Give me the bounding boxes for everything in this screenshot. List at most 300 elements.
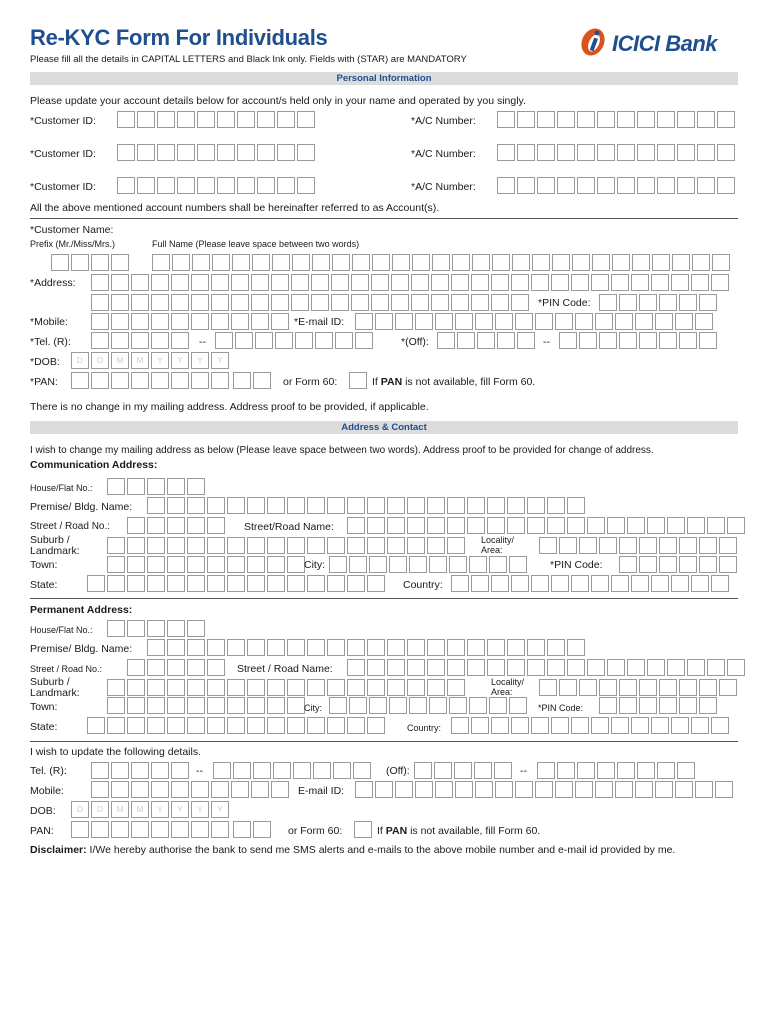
- char-box[interactable]: [192, 254, 210, 271]
- char-box[interactable]: [659, 679, 677, 696]
- char-box[interactable]: [555, 313, 573, 330]
- char-box[interactable]: [287, 497, 305, 514]
- char-box[interactable]: [617, 111, 635, 128]
- char-box[interactable]: [599, 332, 617, 349]
- char-box[interactable]: [247, 639, 265, 656]
- comm-town-boxes[interactable]: [107, 556, 307, 573]
- char-box[interactable]: [187, 659, 205, 676]
- char-box[interactable]: [679, 697, 697, 714]
- char-box[interactable]: [537, 762, 555, 779]
- char-box[interactable]: [557, 111, 575, 128]
- char-box[interactable]: [187, 717, 205, 734]
- char-box[interactable]: [527, 517, 545, 534]
- char-box[interactable]: [87, 575, 105, 592]
- char-box[interactable]: [127, 556, 145, 573]
- char-box[interactable]: [467, 517, 485, 534]
- char-box[interactable]: [91, 821, 109, 838]
- char-box[interactable]: [579, 332, 597, 349]
- comm-house-boxes[interactable]: [107, 478, 207, 495]
- char-box[interactable]: [387, 659, 405, 676]
- char-box[interactable]: [447, 537, 465, 554]
- char-box[interactable]: [355, 313, 373, 330]
- char-box[interactable]: [267, 575, 285, 592]
- char-box[interactable]: [211, 313, 229, 330]
- update-tel-std-boxes[interactable]: [91, 762, 191, 779]
- char-box[interactable]: [637, 177, 655, 194]
- char-box[interactable]: [349, 372, 367, 389]
- char-box[interactable]: [387, 537, 405, 554]
- pin-code-boxes[interactable]: [599, 294, 719, 311]
- char-box[interactable]: [429, 556, 447, 573]
- char-box[interactable]: [267, 639, 285, 656]
- date-char-box[interactable]: D: [71, 352, 89, 369]
- char-box[interactable]: [647, 517, 665, 534]
- char-box[interactable]: [191, 821, 209, 838]
- char-box[interactable]: [131, 821, 149, 838]
- char-box[interactable]: [367, 517, 385, 534]
- char-box[interactable]: [667, 659, 685, 676]
- char-box[interactable]: [627, 517, 645, 534]
- char-box[interactable]: [577, 762, 595, 779]
- char-box[interactable]: [187, 575, 205, 592]
- char-box[interactable]: [527, 659, 545, 676]
- char-box[interactable]: [675, 313, 693, 330]
- comm-state-boxes[interactable]: [87, 575, 387, 592]
- char-box[interactable]: [277, 111, 295, 128]
- char-box[interactable]: [349, 697, 367, 714]
- char-box[interactable]: [167, 679, 185, 696]
- char-box[interactable]: [407, 537, 425, 554]
- date-char-box[interactable]: Y: [171, 801, 189, 818]
- char-box[interactable]: [369, 697, 387, 714]
- char-box[interactable]: [587, 517, 605, 534]
- char-box[interactable]: [147, 659, 165, 676]
- char-box[interactable]: [717, 144, 735, 161]
- char-box[interactable]: [127, 679, 145, 696]
- char-box[interactable]: [451, 575, 469, 592]
- char-box[interactable]: [511, 575, 529, 592]
- char-box[interactable]: [591, 274, 609, 291]
- char-box[interactable]: [207, 679, 225, 696]
- char-box[interactable]: [227, 556, 245, 573]
- form-60-checkbox[interactable]: [349, 372, 369, 389]
- char-box[interactable]: [227, 717, 245, 734]
- off-number-boxes[interactable]: [559, 332, 719, 349]
- char-box[interactable]: [272, 254, 290, 271]
- char-box[interactable]: [597, 111, 615, 128]
- char-box[interactable]: [469, 556, 487, 573]
- char-box[interactable]: [697, 144, 715, 161]
- char-box[interactable]: [471, 294, 489, 311]
- char-box[interactable]: [355, 332, 373, 349]
- char-box[interactable]: [451, 294, 469, 311]
- char-box[interactable]: [677, 762, 695, 779]
- char-box[interactable]: [619, 697, 637, 714]
- update-form-60-checkbox[interactable]: [354, 821, 374, 838]
- char-box[interactable]: [187, 697, 205, 714]
- char-box[interactable]: [217, 177, 235, 194]
- char-box[interactable]: [617, 177, 635, 194]
- char-box[interactable]: [171, 332, 189, 349]
- char-box[interactable]: [477, 332, 495, 349]
- char-box[interactable]: [131, 372, 149, 389]
- char-box[interactable]: [591, 717, 609, 734]
- ac-number-boxes-2[interactable]: [497, 144, 737, 161]
- char-box[interactable]: [639, 556, 657, 573]
- char-box[interactable]: [307, 497, 325, 514]
- char-box[interactable]: [679, 332, 697, 349]
- off-std-boxes[interactable]: [437, 332, 537, 349]
- char-box[interactable]: [475, 781, 493, 798]
- char-box[interactable]: [231, 294, 249, 311]
- char-box[interactable]: [292, 254, 310, 271]
- char-box[interactable]: [347, 517, 365, 534]
- char-box[interactable]: [471, 575, 489, 592]
- char-box[interactable]: [137, 144, 155, 161]
- char-box[interactable]: [532, 254, 550, 271]
- char-box[interactable]: [91, 781, 109, 798]
- char-box[interactable]: [177, 111, 195, 128]
- char-box[interactable]: [127, 620, 145, 637]
- char-box[interactable]: [167, 556, 185, 573]
- char-box[interactable]: [252, 254, 270, 271]
- char-box[interactable]: [679, 537, 697, 554]
- char-box[interactable]: [367, 575, 385, 592]
- char-box[interactable]: [197, 177, 215, 194]
- char-box[interactable]: [495, 781, 513, 798]
- email-boxes[interactable]: [355, 313, 715, 330]
- char-box[interactable]: [579, 537, 597, 554]
- ac-number-boxes-1[interactable]: [497, 111, 737, 128]
- char-box[interactable]: [659, 332, 677, 349]
- char-box[interactable]: [267, 537, 285, 554]
- date-char-box[interactable]: Y: [191, 352, 209, 369]
- char-box[interactable]: [371, 274, 389, 291]
- char-box[interactable]: [412, 254, 430, 271]
- char-box[interactable]: [91, 372, 109, 389]
- char-box[interactable]: [547, 659, 565, 676]
- char-box[interactable]: [452, 254, 470, 271]
- char-box[interactable]: [287, 556, 305, 573]
- char-box[interactable]: [389, 556, 407, 573]
- char-box[interactable]: [537, 111, 555, 128]
- char-box[interactable]: [267, 697, 285, 714]
- char-box[interactable]: [327, 497, 345, 514]
- char-box[interactable]: [451, 274, 469, 291]
- char-box[interactable]: [271, 274, 289, 291]
- char-box[interactable]: [637, 144, 655, 161]
- char-box[interactable]: [335, 332, 353, 349]
- char-box[interactable]: [472, 254, 490, 271]
- char-box[interactable]: [347, 659, 365, 676]
- char-box[interactable]: [699, 332, 717, 349]
- char-box[interactable]: [147, 697, 165, 714]
- char-box[interactable]: [577, 144, 595, 161]
- char-box[interactable]: [407, 659, 425, 676]
- char-box[interactable]: [455, 781, 473, 798]
- char-box[interactable]: [151, 762, 169, 779]
- char-box[interactable]: [237, 111, 255, 128]
- char-box[interactable]: [677, 111, 695, 128]
- char-box[interactable]: [347, 537, 365, 554]
- perm-locality-boxes[interactable]: [539, 679, 739, 696]
- char-box[interactable]: [111, 821, 129, 838]
- char-box[interactable]: [547, 639, 565, 656]
- char-box[interactable]: [599, 294, 617, 311]
- char-box[interactable]: [395, 781, 413, 798]
- char-box[interactable]: [71, 821, 89, 838]
- char-box[interactable]: [597, 144, 615, 161]
- full-name-boxes[interactable]: [152, 254, 732, 271]
- char-box[interactable]: [491, 294, 509, 311]
- char-box[interactable]: [355, 781, 373, 798]
- char-box[interactable]: [429, 697, 447, 714]
- char-box[interactable]: [557, 762, 575, 779]
- char-box[interactable]: [487, 517, 505, 534]
- perm-premise-boxes[interactable]: [147, 639, 587, 656]
- char-box[interactable]: [171, 294, 189, 311]
- char-box[interactable]: [387, 517, 405, 534]
- char-box[interactable]: [171, 313, 189, 330]
- char-box[interactable]: [711, 575, 729, 592]
- char-box[interactable]: [349, 556, 367, 573]
- char-box[interactable]: [255, 332, 273, 349]
- char-box[interactable]: [331, 294, 349, 311]
- perm-street-no-boxes[interactable]: [127, 659, 227, 676]
- char-box[interactable]: [387, 497, 405, 514]
- char-box[interactable]: [111, 274, 129, 291]
- char-box[interactable]: [327, 717, 345, 734]
- comm-pin-boxes[interactable]: [619, 556, 739, 573]
- char-box[interactable]: [607, 517, 625, 534]
- customer-id-boxes-3[interactable]: [117, 177, 317, 194]
- char-box[interactable]: [487, 497, 505, 514]
- char-box[interactable]: [191, 781, 209, 798]
- char-box[interactable]: [497, 177, 515, 194]
- perm-suburb-boxes[interactable]: [107, 679, 467, 696]
- char-box[interactable]: [667, 517, 685, 534]
- char-box[interactable]: [591, 575, 609, 592]
- char-box[interactable]: [287, 717, 305, 734]
- char-box[interactable]: [531, 717, 549, 734]
- update-tel-number-boxes[interactable]: [213, 762, 373, 779]
- char-box[interactable]: [619, 556, 637, 573]
- char-box[interactable]: [639, 294, 657, 311]
- char-box[interactable]: [332, 254, 350, 271]
- date-char-box[interactable]: Y: [211, 352, 229, 369]
- char-box[interactable]: [295, 332, 313, 349]
- char-box[interactable]: [699, 294, 717, 311]
- char-box[interactable]: [595, 781, 613, 798]
- update-dob-boxes[interactable]: [71, 801, 231, 818]
- char-box[interactable]: [171, 372, 189, 389]
- char-box[interactable]: [187, 556, 205, 573]
- char-box[interactable]: [347, 639, 365, 656]
- perm-house-boxes[interactable]: [107, 620, 207, 637]
- address-boxes-line-1[interactable]: [91, 274, 731, 291]
- char-box[interactable]: [151, 294, 169, 311]
- char-box[interactable]: [187, 620, 205, 637]
- char-box[interactable]: [131, 294, 149, 311]
- char-box[interactable]: [631, 274, 649, 291]
- tel-number-boxes[interactable]: [215, 332, 375, 349]
- char-box[interactable]: [707, 659, 725, 676]
- perm-country-boxes[interactable]: [451, 717, 731, 734]
- char-box[interactable]: [517, 144, 535, 161]
- char-box[interactable]: [552, 254, 570, 271]
- char-box[interactable]: [167, 478, 185, 495]
- char-box[interactable]: [715, 781, 733, 798]
- char-box[interactable]: [517, 111, 535, 128]
- update-off-number-boxes[interactable]: [537, 762, 697, 779]
- char-box[interactable]: [131, 781, 149, 798]
- char-box[interactable]: [451, 717, 469, 734]
- char-box[interactable]: [511, 717, 529, 734]
- char-box[interactable]: [567, 639, 585, 656]
- date-char-box[interactable]: Y: [191, 801, 209, 818]
- char-box[interactable]: [507, 517, 525, 534]
- char-box[interactable]: [147, 717, 165, 734]
- char-box[interactable]: [699, 556, 717, 573]
- comm-locality-boxes[interactable]: [539, 537, 739, 554]
- char-box[interactable]: [271, 313, 289, 330]
- char-box[interactable]: [227, 497, 245, 514]
- char-box[interactable]: [487, 659, 505, 676]
- perm-state-boxes[interactable]: [87, 717, 387, 734]
- char-box[interactable]: [414, 762, 432, 779]
- char-box[interactable]: [711, 274, 729, 291]
- char-box[interactable]: [207, 659, 225, 676]
- char-box[interactable]: [331, 274, 349, 291]
- char-box[interactable]: [697, 177, 715, 194]
- char-box[interactable]: [435, 313, 453, 330]
- char-box[interactable]: [329, 697, 347, 714]
- ac-number-boxes-3[interactable]: [497, 177, 737, 194]
- pan-boxes-end[interactable]: [233, 372, 273, 389]
- char-box[interactable]: [213, 762, 231, 779]
- char-box[interactable]: [699, 679, 717, 696]
- date-char-box[interactable]: M: [111, 352, 129, 369]
- char-box[interactable]: [277, 177, 295, 194]
- char-box[interactable]: [409, 697, 427, 714]
- char-box[interactable]: [107, 679, 125, 696]
- char-box[interactable]: [711, 717, 729, 734]
- char-box[interactable]: [611, 575, 629, 592]
- char-box[interactable]: [227, 537, 245, 554]
- char-box[interactable]: [117, 111, 135, 128]
- date-char-box[interactable]: M: [131, 352, 149, 369]
- char-box[interactable]: [191, 313, 209, 330]
- char-box[interactable]: [611, 274, 629, 291]
- char-box[interactable]: [572, 254, 590, 271]
- char-box[interactable]: [389, 697, 407, 714]
- char-box[interactable]: [557, 144, 575, 161]
- char-box[interactable]: [597, 762, 615, 779]
- char-box[interactable]: [147, 679, 165, 696]
- char-box[interactable]: [187, 537, 205, 554]
- char-box[interactable]: [571, 274, 589, 291]
- char-box[interactable]: [599, 679, 617, 696]
- char-box[interactable]: [407, 639, 425, 656]
- char-box[interactable]: [551, 575, 569, 592]
- char-box[interactable]: [131, 762, 149, 779]
- char-box[interactable]: [547, 517, 565, 534]
- char-box[interactable]: [267, 497, 285, 514]
- char-box[interactable]: [187, 478, 205, 495]
- char-box[interactable]: [599, 697, 617, 714]
- char-box[interactable]: [437, 332, 455, 349]
- char-box[interactable]: [127, 659, 145, 676]
- char-box[interactable]: [507, 639, 525, 656]
- char-box[interactable]: [233, 821, 251, 838]
- char-box[interactable]: [727, 517, 745, 534]
- char-box[interactable]: [489, 556, 507, 573]
- char-box[interactable]: [227, 679, 245, 696]
- char-box[interactable]: [367, 639, 385, 656]
- char-box[interactable]: [631, 717, 649, 734]
- char-box[interactable]: [449, 556, 467, 573]
- char-box[interactable]: [652, 254, 670, 271]
- char-box[interactable]: [191, 294, 209, 311]
- char-box[interactable]: [247, 537, 265, 554]
- char-box[interactable]: [167, 517, 185, 534]
- char-box[interactable]: [655, 781, 673, 798]
- char-box[interactable]: [127, 517, 145, 534]
- char-box[interactable]: [559, 679, 577, 696]
- char-box[interactable]: [111, 781, 129, 798]
- char-box[interactable]: [539, 537, 557, 554]
- char-box[interactable]: [474, 762, 492, 779]
- char-box[interactable]: [431, 274, 449, 291]
- char-box[interactable]: [671, 717, 689, 734]
- char-box[interactable]: [147, 575, 165, 592]
- char-box[interactable]: [611, 717, 629, 734]
- char-box[interactable]: [333, 762, 351, 779]
- update-pan-boxes-letters[interactable]: [71, 821, 231, 838]
- char-box[interactable]: [307, 717, 325, 734]
- char-box[interactable]: [327, 639, 345, 656]
- char-box[interactable]: [415, 781, 433, 798]
- char-box[interactable]: [131, 332, 149, 349]
- char-box[interactable]: [509, 556, 527, 573]
- char-box[interactable]: [619, 537, 637, 554]
- char-box[interactable]: [635, 313, 653, 330]
- perm-city-boxes[interactable]: [329, 697, 529, 714]
- char-box[interactable]: [351, 274, 369, 291]
- char-box[interactable]: [475, 313, 493, 330]
- char-box[interactable]: [575, 313, 593, 330]
- char-box[interactable]: [489, 697, 507, 714]
- char-box[interactable]: [152, 254, 170, 271]
- char-box[interactable]: [497, 111, 515, 128]
- char-box[interactable]: [375, 781, 393, 798]
- char-box[interactable]: [111, 254, 129, 271]
- char-box[interactable]: [647, 659, 665, 676]
- char-box[interactable]: [51, 254, 69, 271]
- char-box[interactable]: [375, 313, 393, 330]
- char-box[interactable]: [187, 517, 205, 534]
- char-box[interactable]: [697, 111, 715, 128]
- char-box[interactable]: [515, 781, 533, 798]
- char-box[interactable]: [447, 639, 465, 656]
- char-box[interactable]: [273, 762, 291, 779]
- char-box[interactable]: [699, 537, 717, 554]
- char-box[interactable]: [531, 274, 549, 291]
- update-off-std-boxes[interactable]: [414, 762, 514, 779]
- char-box[interactable]: [197, 144, 215, 161]
- char-box[interactable]: [131, 274, 149, 291]
- char-box[interactable]: [107, 620, 125, 637]
